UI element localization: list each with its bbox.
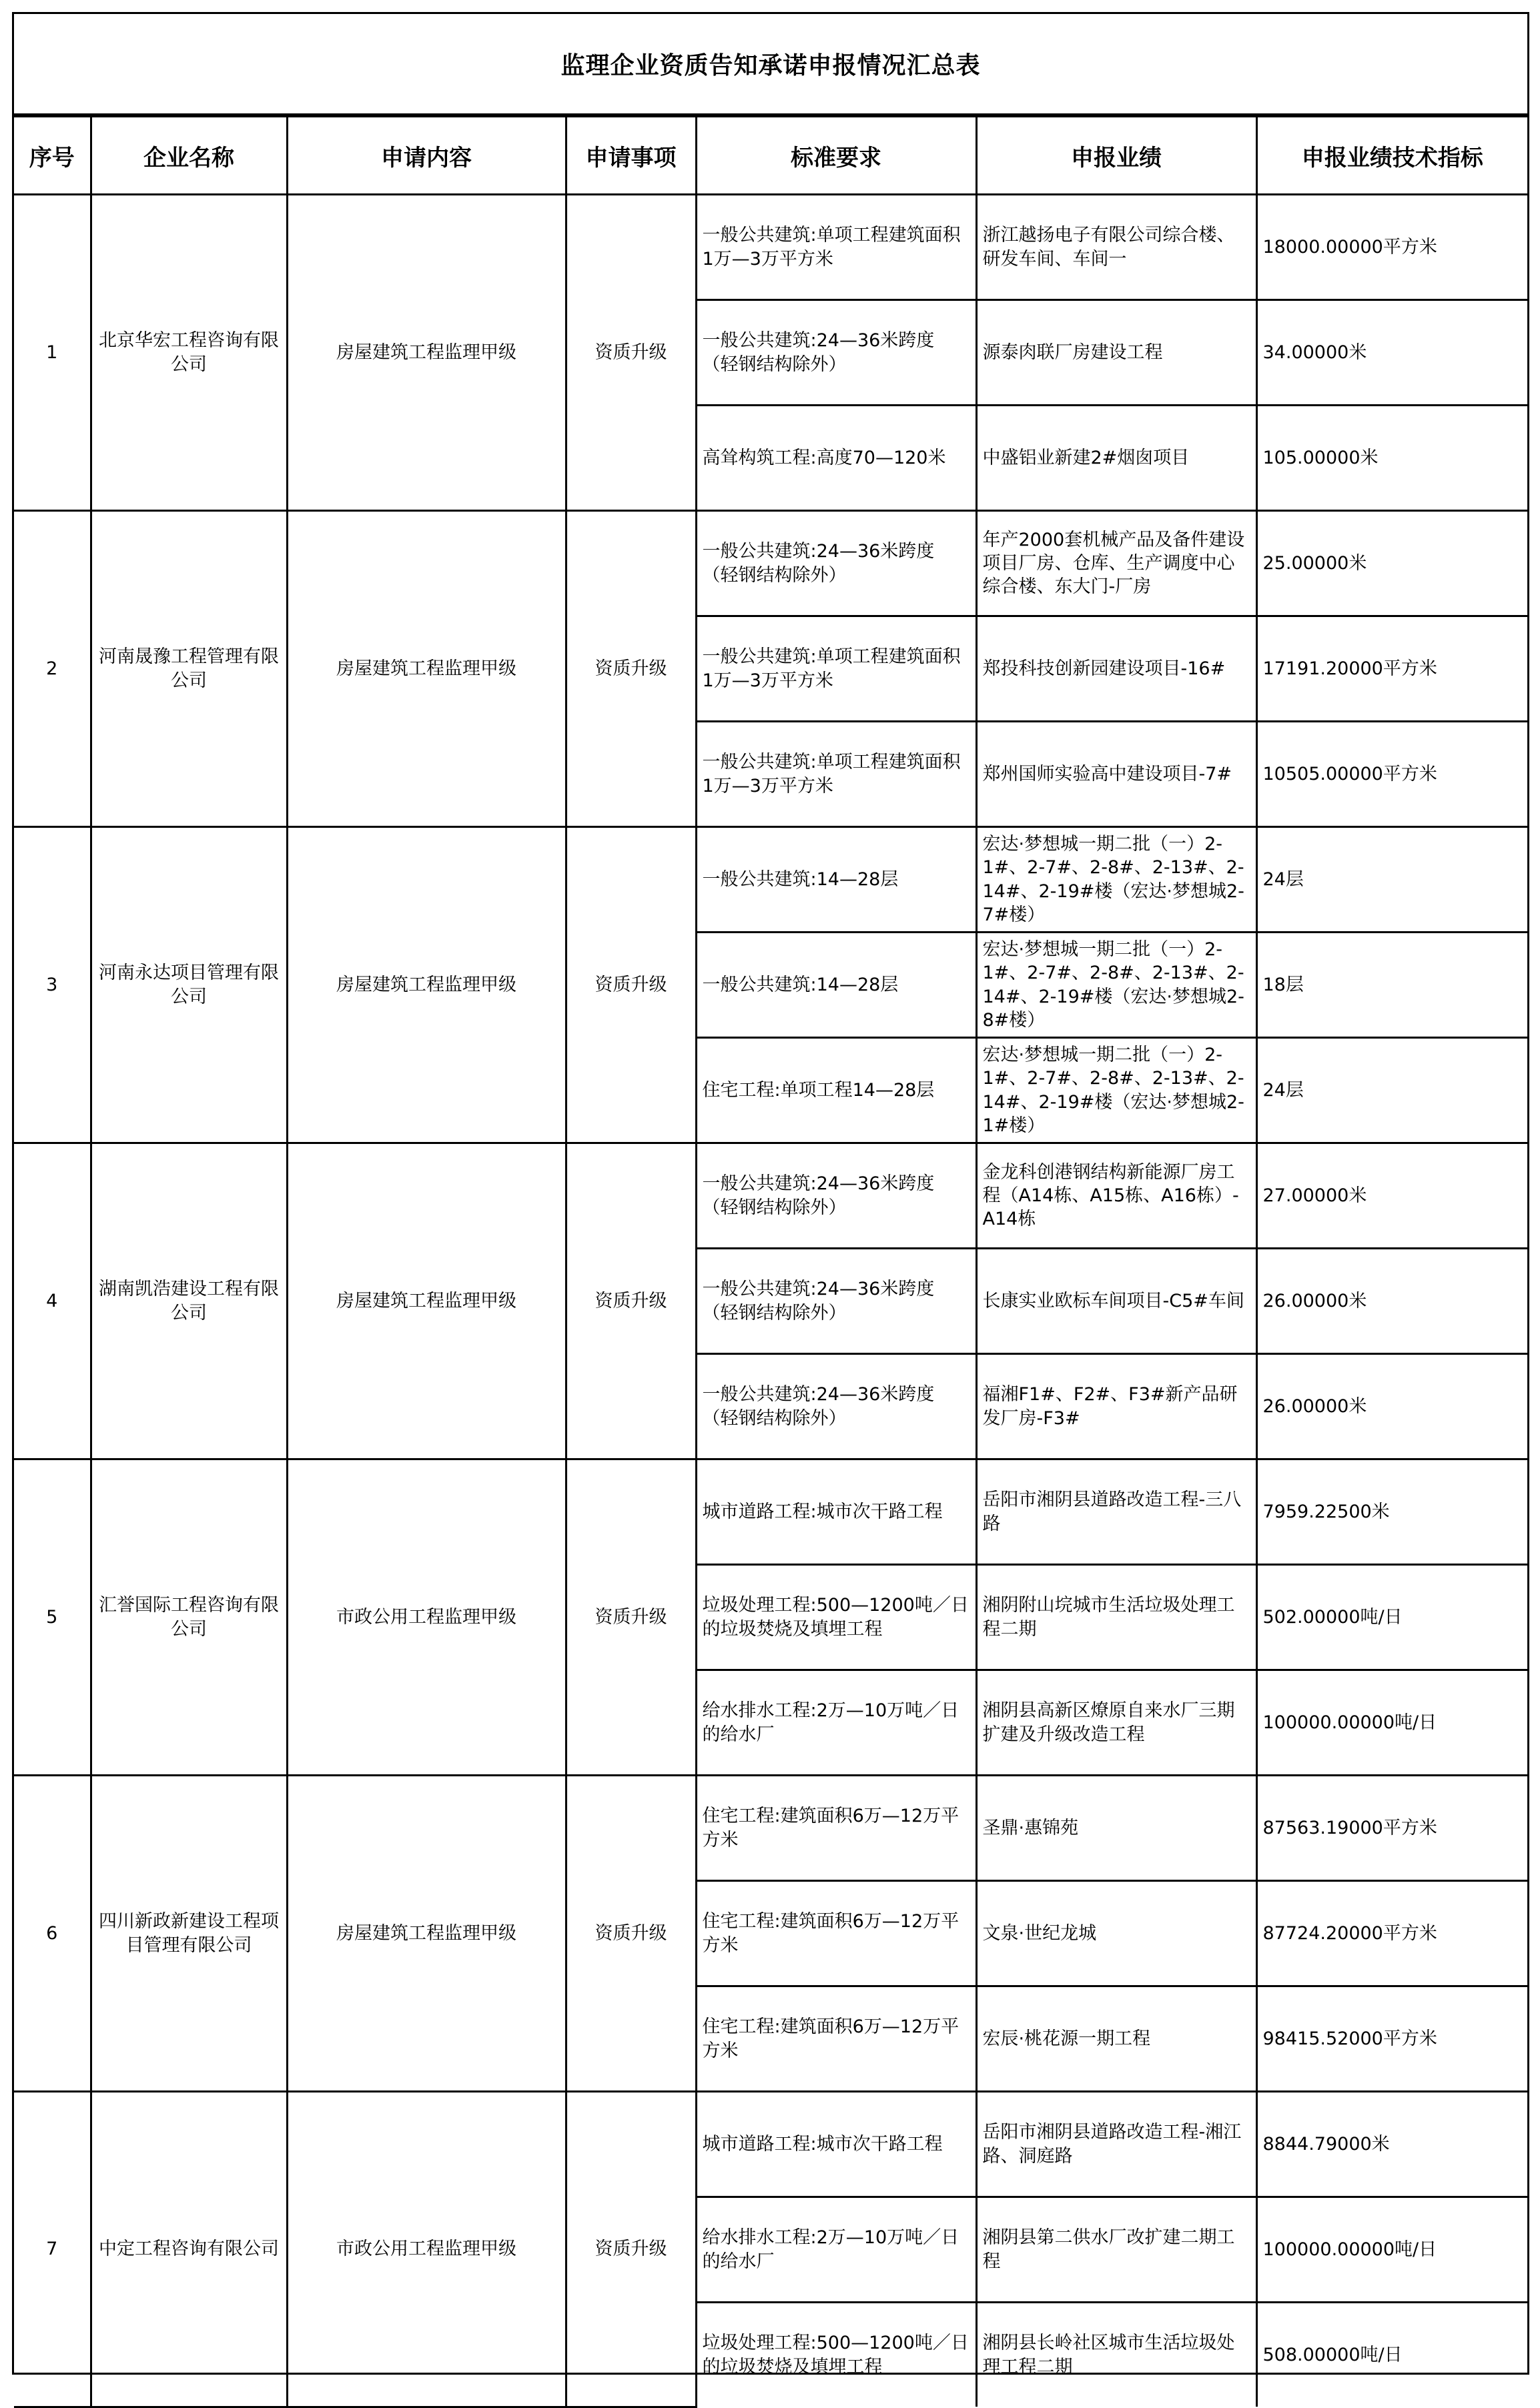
- standard-requirement-cell: 一般公共建筑:单项工程建筑面积1万—3万平方米: [696, 616, 976, 722]
- header-standard-requirement: 标准要求: [696, 117, 976, 195]
- standard-requirement-cell: 一般公共建筑:24—36米跨度（轻钢结构除外）: [696, 1354, 976, 1459]
- application-content-cell: 房屋建筑工程监理甲级: [287, 195, 566, 511]
- technical-indicator-cell: 26.00000米: [1256, 1249, 1527, 1354]
- declared-performance-cell: 湘阴县第二供水厂改扩建二期工程: [976, 2197, 1256, 2303]
- application-content-cell: 房屋建筑工程监理甲级: [287, 511, 566, 827]
- summary-sheet: [12, 12, 1529, 2375]
- company-name-cell: 河南永达项目管理有限公司: [91, 827, 287, 1143]
- technical-indicator-cell: 100000.00000吨/日: [1256, 2197, 1527, 2303]
- application-item-cell: 资质升级: [566, 1459, 696, 1776]
- standard-requirement-cell: 一般公共建筑:24—36米跨度（轻钢结构除外）: [696, 511, 976, 616]
- serial-no-cell: 4: [14, 1143, 91, 1459]
- technical-indicator-cell: 18层: [1256, 933, 1527, 1038]
- technical-indicator-cell: 24层: [1256, 827, 1527, 933]
- technical-indicator-cell: 27.00000米: [1256, 1143, 1527, 1249]
- declared-performance-cell: 文泉·世纪龙城: [976, 1881, 1256, 1986]
- standard-requirement-cell: 给水排水工程:2万—10万吨／日的给水厂: [696, 1670, 976, 1776]
- declared-performance-cell: 宏达·梦想城一期二批（一）2-1#、2-7#、2-8#、2-13#、2-14#、2-19#楼（宏达·梦想城2-7#楼）: [976, 827, 1256, 933]
- technical-indicator-cell: 502.00000吨/日: [1256, 1565, 1527, 1670]
- application-content-cell: 市政公用工程监理甲级: [287, 2092, 566, 2407]
- standard-requirement-cell: 高耸构筑工程:高度70—120米: [696, 406, 976, 511]
- table-row: [14, 511, 1527, 616]
- table-row: [14, 1143, 1527, 1249]
- declared-performance-cell: 源泰肉联厂房建设工程: [976, 300, 1256, 406]
- technical-indicator-cell: 24层: [1256, 1038, 1527, 1143]
- declared-performance-cell: 岳阳市湘阴县道路改造工程-三八路: [976, 1459, 1256, 1565]
- application-content-cell: 房屋建筑工程监理甲级: [287, 1776, 566, 2092]
- declared-performance-cell: 湘阴县高新区燎原自来水厂三期扩建及升级改造工程: [976, 1670, 1256, 1776]
- application-item-cell: 资质升级: [566, 511, 696, 827]
- serial-no-cell: 5: [14, 1459, 91, 1776]
- declared-performance-cell: 中盛铝业新建2#烟囱项目: [976, 406, 1256, 511]
- technical-indicator-cell: 34.00000米: [1256, 300, 1527, 406]
- header-application-content: 申请内容: [287, 117, 566, 195]
- standard-requirement-cell: 一般公共建筑:24—36米跨度（轻钢结构除外）: [696, 1143, 976, 1249]
- declared-performance-cell: 金龙科创港钢结构新能源厂房工程（A14栋、A15栋、A16栋）-A14栋: [976, 1143, 1256, 1249]
- header-declared-performance: 申报业绩: [976, 117, 1256, 195]
- company-name-cell: 河南晟豫工程管理有限公司: [91, 511, 287, 827]
- application-content-cell: 房屋建筑工程监理甲级: [287, 827, 566, 1143]
- table-row: [14, 827, 1527, 933]
- standard-requirement-cell: 一般公共建筑:单项工程建筑面积1万—3万平方米: [696, 195, 976, 300]
- header-company-name: 企业名称: [91, 117, 287, 195]
- technical-indicator-cell: 10505.00000平方米: [1256, 722, 1527, 827]
- technical-indicator-cell: 17191.20000平方米: [1256, 616, 1527, 722]
- application-item-cell: 资质升级: [566, 1776, 696, 2092]
- application-content-cell: 市政公用工程监理甲级: [287, 1459, 566, 1776]
- declared-performance-cell: 宏达·梦想城一期二批（一）2-1#、2-7#、2-8#、2-13#、2-14#、2-19#楼（宏达·梦想城2-8#楼）: [976, 933, 1256, 1038]
- table-body: [14, 195, 1527, 2407]
- technical-indicator-cell: 8844.79000米: [1256, 2092, 1527, 2197]
- technical-indicator-cell: 98415.52000平方米: [1256, 1986, 1527, 2092]
- technical-indicator-cell: 7959.22500米: [1256, 1459, 1527, 1565]
- standard-requirement-cell: 一般公共建筑:14—28层: [696, 933, 976, 1038]
- table-row: [14, 1776, 1527, 1881]
- header-application-item: 申请事项: [566, 117, 696, 195]
- serial-no-cell: 7: [14, 2092, 91, 2407]
- technical-indicator-cell: 25.00000米: [1256, 511, 1527, 616]
- company-name-cell: 四川新政新建设工程项目管理有限公司: [91, 1776, 287, 2092]
- table-row: [14, 195, 1527, 300]
- standard-requirement-cell: 城市道路工程:城市次干路工程: [696, 2092, 976, 2197]
- application-item-cell: 资质升级: [566, 1143, 696, 1459]
- header-technical-indicator: 申报业绩技术指标: [1256, 117, 1527, 195]
- declared-performance-cell: 郑州国师实验高中建设项目-7#: [976, 722, 1256, 827]
- technical-indicator-cell: 100000.00000吨/日: [1256, 1670, 1527, 1776]
- standard-requirement-cell: 一般公共建筑:24—36米跨度（轻钢结构除外）: [696, 300, 976, 406]
- declared-performance-cell: 湘阴县长岭社区城市生活垃圾处理工程二期: [976, 2303, 1256, 2407]
- company-name-cell: 湖南凯浩建设工程有限公司: [91, 1143, 287, 1459]
- company-name-cell: 中定工程咨询有限公司: [91, 2092, 287, 2407]
- declared-performance-cell: 年产2000套机械产品及备件建设项目厂房、仓库、生产调度中心综合楼、东大门-厂房: [976, 511, 1256, 616]
- standard-requirement-cell: 一般公共建筑:24—36米跨度（轻钢结构除外）: [696, 1249, 976, 1354]
- standard-requirement-cell: 城市道路工程:城市次干路工程: [696, 1459, 976, 1565]
- standard-requirement-cell: 一般公共建筑:14—28层: [696, 827, 976, 933]
- standard-requirement-cell: 住宅工程:单项工程14—28层: [696, 1038, 976, 1143]
- technical-indicator-cell: 87563.19000平方米: [1256, 1776, 1527, 1881]
- technical-indicator-cell: 26.00000米: [1256, 1354, 1527, 1459]
- summary-table: [14, 115, 1527, 2408]
- application-item-cell: 资质升级: [566, 195, 696, 511]
- table-row: [14, 1459, 1527, 1565]
- application-item-cell: 资质升级: [566, 2092, 696, 2407]
- application-item-cell: 资质升级: [566, 827, 696, 1143]
- standard-requirement-cell: 垃圾处理工程:500—1200吨／日的垃圾焚烧及填埋工程: [696, 2303, 976, 2407]
- serial-no-cell: 3: [14, 827, 91, 1143]
- standard-requirement-cell: 住宅工程:建筑面积6万—12万平方米: [696, 1986, 976, 2092]
- company-name-cell: 北京华宏工程咨询有限公司: [91, 195, 287, 511]
- serial-no-cell: 1: [14, 195, 91, 511]
- technical-indicator-cell: 105.00000米: [1256, 406, 1527, 511]
- standard-requirement-cell: 住宅工程:建筑面积6万—12万平方米: [696, 1776, 976, 1881]
- standard-requirement-cell: 住宅工程:建筑面积6万—12万平方米: [696, 1881, 976, 1986]
- declared-performance-cell: 宏达·梦想城一期二批（一）2-1#、2-7#、2-8#、2-13#、2-14#、2-19#楼（宏达·梦想城2-1#楼）: [976, 1038, 1256, 1143]
- declared-performance-cell: 圣鼎·惠锦苑: [976, 1776, 1256, 1881]
- header-row: [14, 117, 1527, 195]
- declared-performance-cell: 郑投科技创新园建设项目-16#: [976, 616, 1256, 722]
- application-content-cell: 房屋建筑工程监理甲级: [287, 1143, 566, 1459]
- declared-performance-cell: 福湘F1#、F2#、F3#新产品研发厂房-F3#: [976, 1354, 1256, 1459]
- declared-performance-cell: 浙江越扬电子有限公司综合楼、研发车间、车间一: [976, 195, 1256, 300]
- standard-requirement-cell: 给水排水工程:2万—10万吨／日的给水厂: [696, 2197, 976, 2303]
- technical-indicator-cell: 18000.00000平方米: [1256, 195, 1527, 300]
- technical-indicator-cell: 87724.20000平方米: [1256, 1881, 1527, 1986]
- declared-performance-cell: 宏辰·桃花源一期工程: [976, 1986, 1256, 2092]
- serial-no-cell: 2: [14, 511, 91, 827]
- standard-requirement-cell: 垃圾处理工程:500—1200吨／日的垃圾焚烧及填埋工程: [696, 1565, 976, 1670]
- technical-indicator-cell: 508.00000吨/日: [1256, 2303, 1527, 2407]
- company-name-cell: 汇誉国际工程咨询有限公司: [91, 1459, 287, 1776]
- declared-performance-cell: 长康实业欧标车间项目-C5#车间: [976, 1249, 1256, 1354]
- standard-requirement-cell: 一般公共建筑:单项工程建筑面积1万—3万平方米: [696, 722, 976, 827]
- declared-performance-cell: 湘阴附山垸城市生活垃圾处理工程二期: [976, 1565, 1256, 1670]
- table-title: 监理企业资质告知承诺申报情况汇总表: [14, 14, 1527, 115]
- declared-performance-cell: 岳阳市湘阴县道路改造工程-湘江路、洞庭路: [976, 2092, 1256, 2197]
- header-serial-no: 序号: [14, 117, 91, 195]
- serial-no-cell: 6: [14, 1776, 91, 2092]
- table-row: [14, 2092, 1527, 2197]
